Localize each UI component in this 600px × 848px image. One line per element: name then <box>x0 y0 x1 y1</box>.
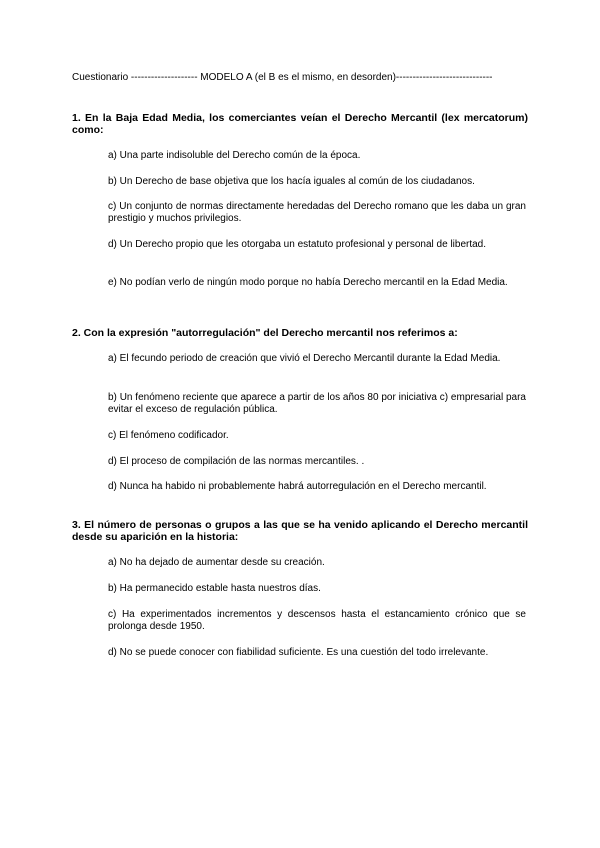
question-2-option-a: a) El fecundo periodo de creación que vivió el Derecho Mercantil durante la Edad Media. <box>108 353 501 364</box>
question-1-option-c: c) Un conjunto de normas directamente heredadas del Derecho romano que les daba un gran prestigio y muchos privilegios. <box>108 201 526 224</box>
question-2-option-d: d) El proceso de compilación de las normas mercantiles. . <box>108 456 365 467</box>
question-3-option-b: b) Ha permanecido estable hasta nuestros días. <box>108 583 321 594</box>
question-2-option-d2: d) Nunca ha habido ni probablemente habrá autorregulación en el Derecho mercantil. <box>108 481 487 492</box>
question-2-text: 2. Con la expresión "autorregulación" del Derecho mercantil nos referimos a: <box>72 327 458 339</box>
question-1-option-b: b) Un Derecho de base objetiva que los hacía iguales al común de los ciudadanos. <box>108 176 475 187</box>
question-3-option-d: d) No se puede conocer con fiabilidad suficiente. Es una cuestión del todo irrelevante. <box>108 647 489 658</box>
question-2-option-c: c) El fenómeno codificador. <box>108 430 229 441</box>
question-2-option-b: b) Un fenómeno reciente que aparece a partir de los años 80 por iniciativa c) empresarial para evitar el exceso de regulación pública. <box>108 392 526 415</box>
question-1-text: 1. En la Baja Edad Media, los comerciantes veían el Derecho Mercantil (lex mercatorum) como: <box>72 112 528 136</box>
question-3-option-c: c) Ha experimentados incrementos y descensos hasta el estancamiento crónico que se prolonga desde 1950. <box>108 609 526 632</box>
question-3-option-a: a) No ha dejado de aumentar desde su creación. <box>108 557 325 568</box>
document-header: Cuestionario -------------------- MODELO A (el B es el mismo, en desorden)----------------------------- <box>72 72 493 83</box>
question-1-option-e: e) No podían verlo de ningún modo porque no había Derecho mercantil en la Edad Media. <box>108 277 508 288</box>
question-1-option-a: a) Una parte indisoluble del Derecho común de la época. <box>108 150 361 161</box>
question-1-option-d: d) Un Derecho propio que les otorgaba un estatuto profesional y personal de libertad. <box>108 239 487 250</box>
question-3-text: 3. El número de personas o grupos a las que se ha venido aplicando el Derecho mercantil desde su aparición en la historia: <box>72 519 528 543</box>
